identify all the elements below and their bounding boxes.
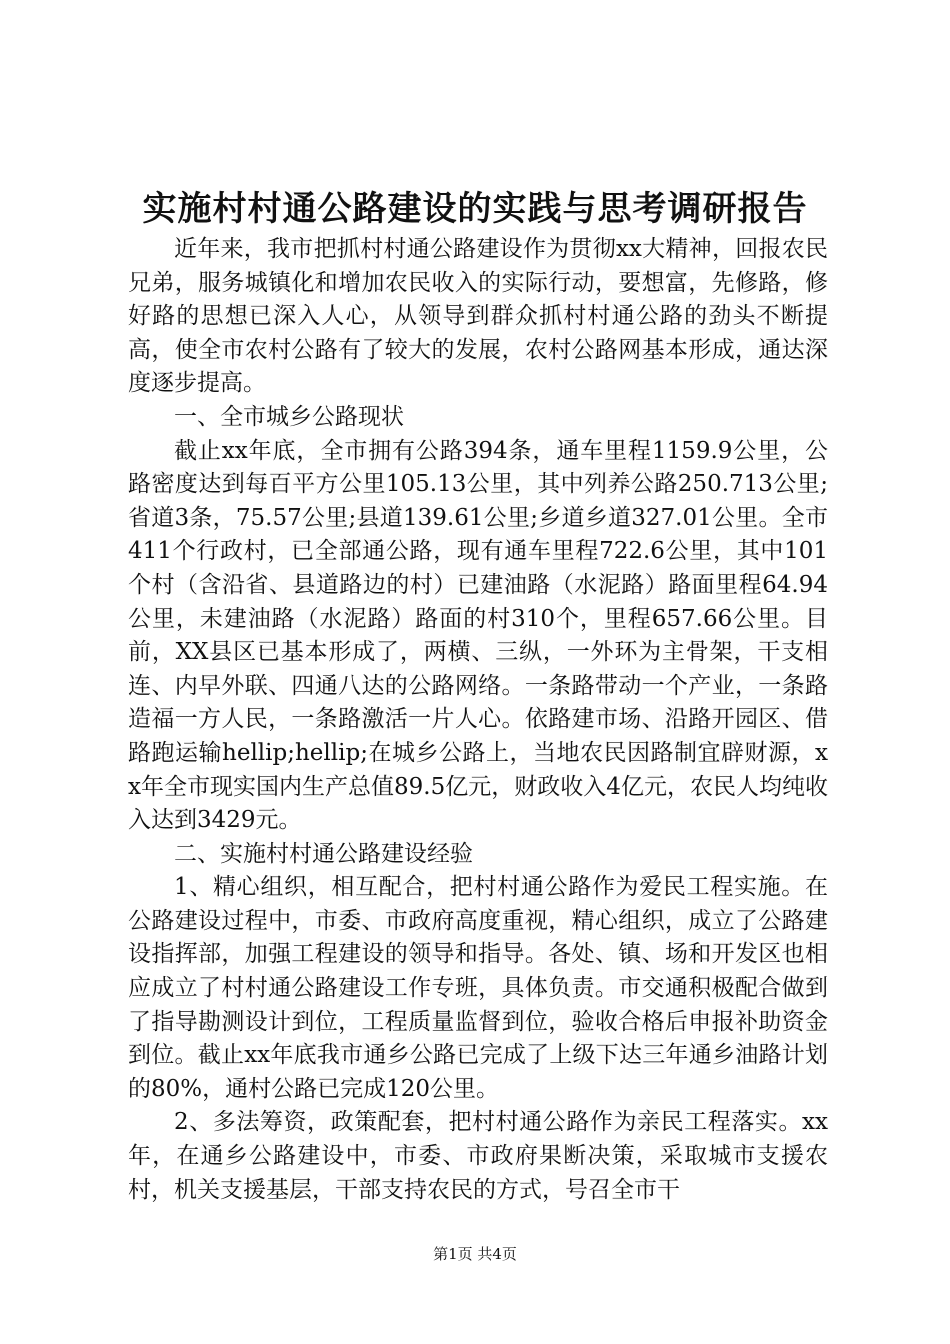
paragraph-intro: 近年来，我市把抓村村通公路建设作为贯彻xx大精神，回报农民兄弟，服务城镇化和增加农民收入的实际行动，要想富，先修路，修好路的思想已深入人心，从领导到群众抓村村通公路的劲头不断提高，使全市农村公路有了较大的发展，农村公路网基本形成，通达深度逐步提高。 xyxy=(128,236,828,397)
paragraph-status: 截止xx年底，全市拥有公路394条，通车里程1159.9公里，公路密度达到每百平方公里105.13公里，其中列养公路250.713公里;省道3条，75.57公里;县道139.61公里;乡道乡道327.01公里。全市411个行政村，已全部通公路，现有通车里程722.6公里，其中101个村（含沿省、县道路边的村）已建油路（水泥路）路面里程64.94公里，未建油路（水泥路）路面的村310个，里程657.66公里。目前，XX县区已基本形成了，两横、三纵，一外环为主骨架，干支相连、内早外联、四通八达的公路网络。一条路带动一个产业，一条路造福一方人民，一条路激活一片人心。依路建市场、沿路开园区、借路跑运输hellip;hellip;在城乡公路上，当地农民因路制宜辟财源，xx年全市现实国内生产总值89.5亿元，财政收入4亿元，农民人均纯收入达到3429元。 xyxy=(128,437,828,834)
document-body xyxy=(128,233,828,1207)
page-footer: 第1页 共4页 xyxy=(433,1245,517,1263)
paragraph-experience-1: 1、精心组织，相互配合，把村村通公路作为爱民工程实施。在公路建设过程中，市委、市政府高度重视，精心组织，成立了公路建设指挥部，加强工程建设的领导和指导。各处、镇、场和开发区也相应成立了村村通公路建设工作专班，具体负责。市交通积极配合做到了指导勘测设计到位，工程质量监督到位，验收合格后申报补助资金到位。截止xx年底我市通乡公路已完成了上级下达三年通乡油路计划的80%，通村公路已完成120公里。 xyxy=(128,874,828,1102)
section-heading-1: 一、全市城乡公路现状 xyxy=(174,403,404,430)
section-heading-2: 二、实施村村通公路建设经验 xyxy=(174,840,473,867)
paragraph-experience-2: 2、多法筹资，政策配套，把村村通公路作为亲民工程落实。xx年，在通乡公路建设中，市委、市政府果断决策，采取城市支援农村，机关支援基层，干部支持农民的方式，号召全市干 xyxy=(128,1109,828,1203)
document-title: 实施村村通公路建设的实践与思考调研报告 xyxy=(142,189,808,229)
